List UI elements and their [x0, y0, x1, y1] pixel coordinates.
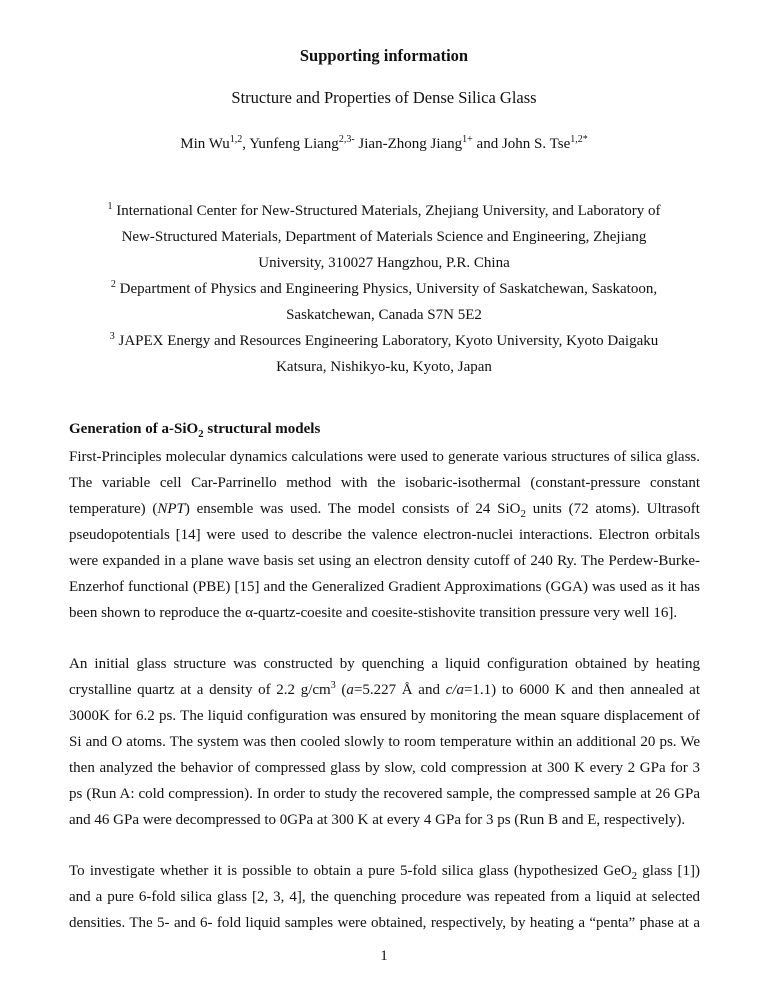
text-span: ) ensemble was used. The model consists of 24 SiO [184, 501, 521, 517]
text-line: pseudopotentials [14] were used to describe the valence electron-nuclei interactions. Electron orbitals [69, 527, 700, 543]
text-line: Si and O atoms. The system was then cooled slowly to room temperature within an additional 20 ps. We [69, 734, 700, 750]
heading-text: structural models [203, 421, 321, 437]
affiliation-3-line-2: Katsura, Nishikyo-ku, Kyoto, Japan [276, 359, 492, 375]
affiliation-text: JAPEX Energy and Resources Engineering Laboratory, Kyoto University, Kyoto Daigaku [118, 333, 659, 349]
text-line: ps (Run A: cold compression). In order to study the recovered sample, the compressed sample at 26 GPa [69, 786, 700, 802]
author-affiliation-sup: 1,2 [229, 134, 243, 145]
author-name: Yunfeng Liang [249, 136, 339, 152]
text-line: The variable cell Car-Parrinello method with the isobaric-isothermal (constant-pressure constant [69, 475, 700, 491]
author-affiliation-sup: 1+ [462, 134, 473, 145]
text-line: then analyzed the behavior of compressed glass by slow, cold compression at 300 K every 2 GPa for 3 [69, 760, 700, 776]
affiliation-text: International Center for New-Structured Materials, Zhejiang University, and Laboratory of [116, 203, 661, 219]
subscript: 2 [520, 508, 526, 520]
author-list [0, 136, 768, 153]
affiliation-2-line-1 [0, 281, 768, 298]
text-line: and 46 GPa were decompressed to 0GPa at 300 K at every 4 GPa for 3 ps (Run B and E, respectively). [69, 812, 686, 828]
text-span: crystalline quartz at a density of 2.2 g/cm [69, 682, 331, 698]
paper-title: Structure and Properties of Dense Silica Glass [231, 88, 537, 107]
affiliation-number: 3 [109, 331, 115, 342]
affiliation-3-line-1 [0, 333, 768, 350]
text-line: 3000K for 6.2 ps. The liquid configuration was ensured by monitoring the mean square displacement of [69, 708, 700, 724]
affiliation-number: 1 [107, 201, 113, 212]
affiliation-1-line-3: University, 310027 Hangzhou, P.R. China [258, 255, 510, 271]
author-separator: and [472, 136, 502, 152]
text-line: An initial glass structure was constructed by quenching a liquid configuration obtained by heating [69, 656, 700, 672]
affiliation-text: Department of Physics and Engineering Physics, University of Saskatchewan, Saskatoon, [119, 281, 658, 297]
text-line: First-Principles molecular dynamics calculations were used to generate various structures of silica glass. [69, 449, 700, 465]
section-heading [69, 421, 320, 438]
italic-text: c/a [445, 682, 464, 698]
author-affiliation-sup: 2,3- [338, 134, 355, 145]
text-line: been shown to reproduce the α-quartz-coesite and coesite-stishovite transition pressure very well 16]. [69, 605, 678, 621]
affiliation-1-line-2: New-Structured Materials, Department of Materials Science and Engineering, Zhejiang [121, 229, 647, 245]
text-line: were expanded in a plane wave basis set using an electron density cutoff of 240 Ry. The Perdew-Burke- [69, 553, 700, 569]
text-span: glass [1]) [637, 863, 700, 879]
text-line: Enzerhof functional (PBE) [15] and the Generalized Gradient Approximations (GGA) was used as it has [69, 579, 700, 595]
superscript: 3 [330, 680, 336, 691]
supporting-information-label: Supporting information [299, 46, 469, 65]
text-line: and a pure 6-fold silica glass [2, 3, 4], the quenching procedure was repeated from a liquid at selected [69, 889, 700, 905]
text-line [69, 680, 700, 700]
text-span: temperature) ( [69, 501, 158, 517]
affiliation-2-line-2: Saskatchewan, Canada S7N 5E2 [286, 307, 482, 323]
text-span: To investigate whether it is possible to obtain a pure 5-fold silica glass (hypothesized GeO [69, 863, 632, 879]
text-span: ( [335, 682, 347, 698]
heading-subscript: 2 [198, 428, 204, 440]
italic-text: a [346, 682, 354, 698]
italic-text: NPT [157, 501, 185, 517]
text-line [69, 499, 700, 519]
text-span: =5.227 Å and [353, 682, 446, 698]
author-affiliation-sup: 1,2* [570, 134, 588, 145]
affiliation-number: 2 [110, 279, 116, 290]
heading-text: Generation of a-SiO [69, 421, 199, 437]
author-name: John S. Tse [501, 136, 571, 152]
text-line: densities. The 5- and 6- fold liquid samples were obtained, respectively, by heating a “penta” phase at a [69, 915, 700, 931]
page-number: 1 [380, 948, 388, 964]
text-span: units (72 atoms). Ultrasoft [526, 501, 700, 517]
affiliation-1-line-1 [0, 203, 768, 220]
text-span: =1.1) to 6000 K and then annealed at [463, 682, 701, 698]
subscript: 2 [631, 870, 638, 882]
author-separator: , [242, 136, 250, 152]
author-name: Jian-Zhong Jiang [358, 136, 463, 152]
author-name: Min Wu [180, 136, 230, 152]
text-line [69, 861, 700, 881]
